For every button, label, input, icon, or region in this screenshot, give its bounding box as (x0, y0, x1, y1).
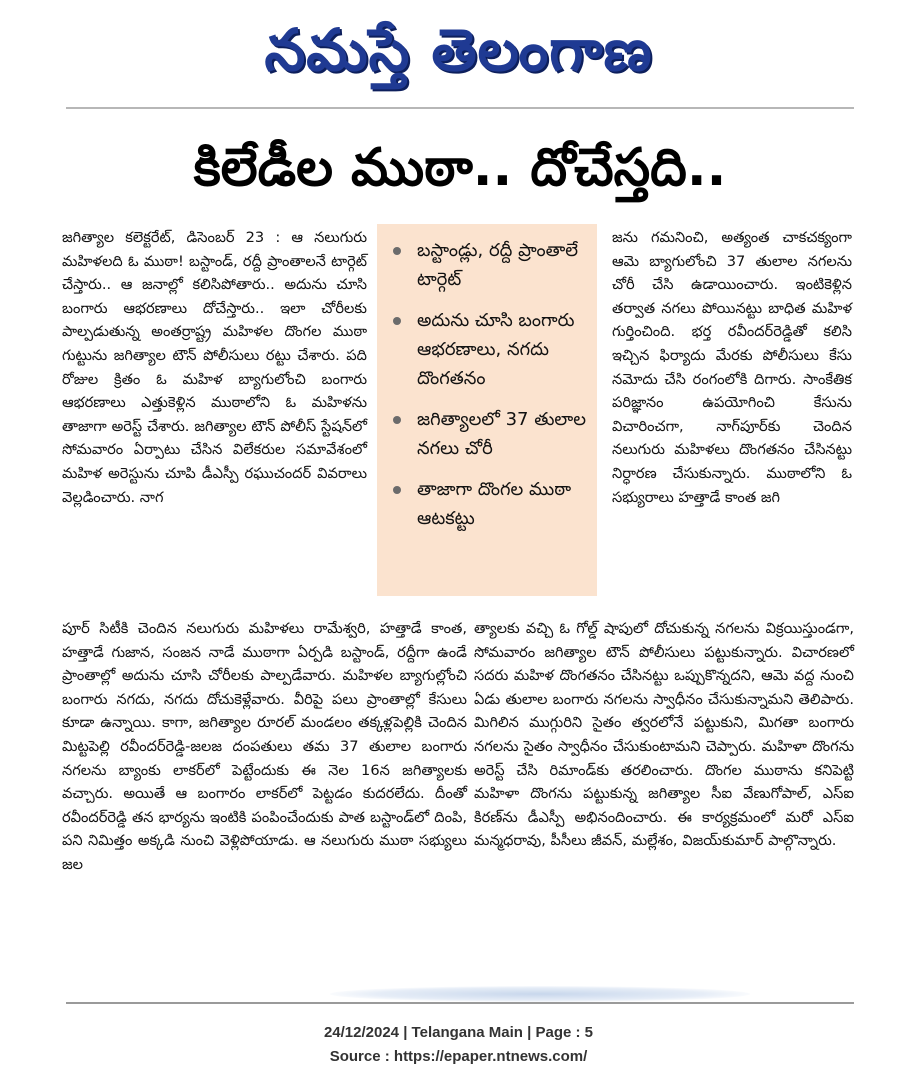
highlight-item (391, 405, 589, 463)
bullet-icon (393, 486, 401, 494)
bullet-icon (393, 317, 401, 325)
highlight-text: జగిత్యాలలో 37 తులాల నగలు చోరీ (417, 409, 587, 459)
footer-source-link[interactable]: Source : https://epaper.ntnews.com/ (329, 1048, 588, 1065)
top-divider (66, 107, 854, 109)
article-column-right-top (612, 226, 852, 509)
highlight-item (391, 236, 589, 294)
highlight-text: తాజాగా దొంగల ముఠా ఆటకట్టు (417, 479, 572, 529)
article-column-left-bottom (62, 617, 467, 877)
article-headline: కిలేడీల ముఠా.. దోచేస్తది.. (193, 138, 727, 198)
article-paragraph: త్యాలకు వచ్చి ఓ గోల్డ్ షాపులో దోచుకున్న నగలను విక్రయిస్తుండగా, సోమవారం జగిత్యాల టౌన్ పోలీసులు పట్టుకున్నారు. విచారణలో సదరు మహిళ దొంగతనం చేసినట్టు ఒప్పుకొన్నదని, ఆమె వద్ద నుంచి ఏడు తులాల బంగారు నగలను స్వాధీనం చేసుకున్నామని తెలిపారు. మిగిలిన ముగ్గురిని సైతం త్వరలోనే పట్టుకుని, మిగతా బంగారు నగలను సైతం స్వాధీనం చేసుకుంటామని చెప్పారు. మహిళా దొంగను అరెస్ట్ చేసి రిమాండ్‌కు తరలించారు. దొంగల ముఠాను కనిపెట్టి మహిళా దొంగను పట్టుకున్న జగిత్యాల సీఐ వేణుగోపాల్, ఎస్ఐ కిరణ్‌ను డీఎస్పీ అభినందించారు. ఈ కార్యక్రమంలో మరో ఎస్ఐ మన్మధరావు, పీసీలు జీవన్, మల్లేశం, విజయ్‌కుమార్ పాల్గొన్నారు. (474, 620, 854, 850)
article-column-left-top (62, 226, 367, 509)
bottom-divider (66, 1002, 854, 1004)
newspaper-masthead (0, 6, 917, 94)
article-paragraph: పూర్ సిటీకి చెందిన నలుగురు మహిళలు రామేశ్వరి, హత్తాడే కాంత, హత్తాడే గుజాన, సంజన నాడే ముఠాగా ఏర్పడి బస్టాండ్, రద్దీగా ఉండే ప్రాంతాల్లో అదును చూసి చోరీలకు పాల్పడేవారు. మహిళల బ్యాగుల్లోంచి బంగారు నగదు, నగదు దోచుకెళ్లేవారు. వీరిపై పలు ప్రాంతాల్లో కేసులు కూడా ఉన్నాయి. కాగా, జగిత్యాల రూరల్ మండలం తక్కళ్లపెల్లికి చెందిన మిట్టపెల్లి రవీందర్‌రెడ్డి-జలజ దంపతులు తమ 37 తులాల బంగారు నగలను బ్యాంకు లాకర్‌లో పెట్టేందుకు ఈ నెల 16న జగిత్యాలకు వచ్చారు. అయితే ఆ బంగారం లాకర్‌లో పెట్టడం కుదరలేదు. దీంతో రవీందర్‌రెడ్డి తన భార్యను ఇంటికి పంపించేందుకు పాత బస్టాండ్‌లో దింపి, పని నిమిత్తం అక్కడి నుంచి వెళ్లిపోయాడు. ఆ నలుగురు ముఠా సభ్యులు జల (62, 620, 467, 873)
highlight-item (391, 475, 589, 533)
highlights-list (377, 224, 597, 533)
highlight-item (391, 306, 589, 393)
highlights-box (377, 224, 597, 596)
footer-edition-info: 24/12/2024 | Telangana Main | Page : 5 (323, 1024, 594, 1041)
bullet-icon (393, 247, 401, 255)
article-paragraph: జగిత్యాల కలెక్టరేట్, డిసెంబర్ 23 : ఆ నలుగురు మహిళలది ఓ ముఠా! బస్టాండ్, రద్దీ ప్రాంతాలనే టార్గెట్ చేస్తారు.. ఆ జనాల్లో కలిసిపోతారు.. అదును చూసి బంగారు ఆభరణాలు దోచేస్తారు.. ఇలా చోరీలకు పాల్పడుతున్న అంతర్రాష్ట్ర మహిళల దొంగల ముఠా గుట్టును జగిత్యాల టౌన్ పోలీసులు రట్టు చేశారు. పది రోజుల క్రితం ఓ మహిళ బ్యాగులోంచి బంగారు ఆభరణాలు ఎత్తుకెళ్లిన ముఠాలోని ఓ మహిళను తాజాగా అరెస్ట్ చేశారు. జగిత్యాల టౌన్ పోలీస్ స్టేషన్‌లో సోమవారం ఏర్పాటు చేసిన విలేకరుల సమావేశంలో మహిళ అరెస్టును చూపి డీఎస్పీ రఘుచందర్ వివరాలు వెల్లడించారు. నాగ (62, 229, 367, 506)
article-paragraph: జను గమనించి, అత్యంత చాకచక్యంగా ఆమె బ్యాగులోంచి 37 తులాల నగలను చోరీ చేసి ఉడాయించారు. ఇంటికెళ్లిన తర్వాత నగలు పోయినట్టు బాధిత మహిళ గుర్తించింది. భర్త రవీందర్‌రెడ్డితో కలిసి ఇచ్చిన ఫిర్యాదు మేరకు పోలీసులు కేసు నమోదు చేసి రంగంలోకి దిగారు. సాంకేతిక పరిజ్ఞానం ఉపయోగించి కేసును విచారించగా, నాగ్‌పూర్‌కు చెందిన నలుగురు మహిళలు దొంగతనం చేసినట్టు నిర్ధారణ చేసుకున్నారు. ముఠాలోని ఓ సభ్యురాలు హత్తాడే కాంత జగి (612, 229, 852, 506)
bullet-icon (393, 416, 401, 424)
decorative-wave (330, 986, 750, 1002)
masthead-title: నమస్తే తెలంగాణ (264, 16, 653, 84)
highlight-text: బస్టాండ్లు, రద్దీ ప్రాంతాలే టార్గెట్ (417, 240, 579, 290)
highlight-text: అదును చూసి బంగారు ఆభరణాలు, నగదు దొంగతనం (417, 310, 575, 389)
article-column-right-bottom (474, 617, 854, 853)
